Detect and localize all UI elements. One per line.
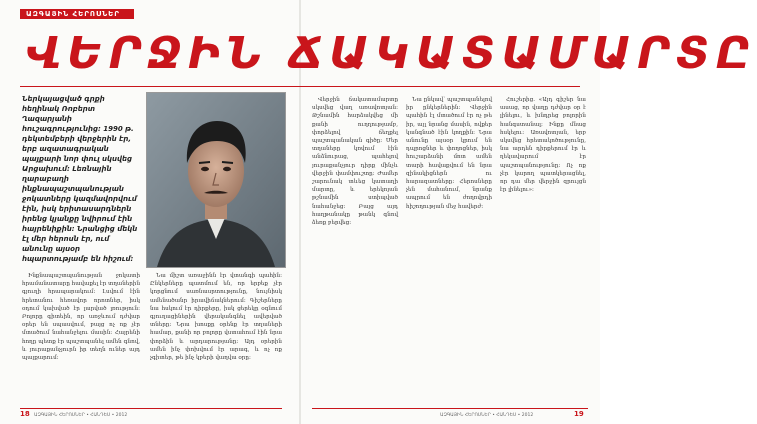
section-label: ԱԶԳԱՅԻՆ ՀԵՐՈՍՆԵՐ <box>26 10 120 18</box>
page-number-right: 19 <box>574 410 584 418</box>
footer-text-right: ԱԶԳԱՅԻՆ ՀԵՐՈՍՆԵՐ • ՀԱՆԴԵՍ • 2012 <box>440 413 534 418</box>
portrait-image <box>147 93 285 267</box>
footer-text-left: ԱԶԳԱՅԻՆ ՀԵՐՈՍՆԵՐ • ՀԱՆԴԵՍ • 2012 <box>34 413 128 418</box>
footer-rule-left <box>20 408 282 409</box>
lead-paragraph: Ներկայացված գրքի հեղինակ Ռոբերտ Ղազարյանի հուշագրությունից: 1990 թ. դեկտեմբերի վերջերին էր, երբ ազատագրական պայքարի նոր փուլ սկսվեց Արցախում: Լեռնային ղարաբաղի ինքնապաշտպանության ջոկատները կազմավորվում էին, իսկ երիտասարդներն իրենց կյանքը նվիրում էին հայրենիքին: Նրանցից մեկն էլ մեր հերոսն էր, ում անունը այսօր հպարտությամբ են հիշում: <box>22 95 138 263</box>
portrait-photo <box>146 92 286 268</box>
page-number-left: 18 <box>20 410 30 418</box>
text-column-2: Նա միշտ առաջինն էր վտանգի պահին: Ընկերները պատմում են, որ երբեք չէր կորցնում սառնասրտությունը, նույնիսկ ամենածանր իրավիճակներում: Գիշերները նա հսկում էր դիրքերը, իսկ ցերեկը օգնում գյուղացիներին վերականգնել ավերված տները: Նրա խոսքը օրենք էր տղաների համար, քանի որ բոլորը վստահում էին նրա փորձին և արդարությանը: Այդ օրերին ամեն ինչ փոխվում էր արագ, և ոչ ոք չգիտեր, թե ինչ կբերի վաղվա օրը: <box>150 273 282 362</box>
footer-rule-right <box>312 408 588 409</box>
article-headline: ՎԵՐՋԻՆ ՃԱԿԱՏԱՄԱՐՏԸ <box>26 28 757 79</box>
text-column-4: Նա ընկավ՝ պաշտպանելով իր ընկերներին: Վերջին պահին էլ մտածում էր ոչ թե իր, այլ նրանց մասին, ովքեր կանգնած էին կողքին: Նրա անունը այսօր կրում են դպրոցներ և փողոցներ, իսկ հուշարձանի մոտ ամեն տարի հավաքվում են նրա զինակիցներն ու հարազատները: Հերոսները չեն մահանում, նրանք ապրում են ժողովրդի հիշողության մեջ հավերժ: <box>406 97 492 210</box>
text-column-1: Ինքնապաշտպանության ջոկատի հրամանատարը հավաքել էր տղաներին գյուղի հրապարակում: Լսվում էին հրետանու հեռավոր որոտներ, իսկ օդում կախված էր լարված լռություն: Բոլորը գիտեին, որ առջևում դժվար օրեր են սպասվում, բայց ոչ ոք չէր մտածում նահանջելու մասին: Հայրենի հողը պետք էր պաշտպանել ամեն գնով, և յուրաքանչյուրն իր տեղն ուներ այդ պայքարում: <box>22 273 141 362</box>
headline-rule <box>20 86 580 87</box>
text-column-5: Հուշերից. «Այդ գիշեր նա ասաց, որ վաղը դժվար օր է լինելու, և խնդրեց բոլորին հանգստանալ: Ինքը մնաց հսկելու: Առավոտյան, երբ սկսվեց հրետակոծությունը, նա արդեն դիրքերում էր և ղեկավարում էր պաշտպանությունը: Ոչ ոք չէր կարող պատկերացնել, որ դա մեր վերջին զրույցն էր լինելու»: <box>500 97 586 194</box>
section-label-bar <box>20 9 134 19</box>
text-column-3: Վերջին ճակատամարտը սկսվեց վաղ առավոտյան: Թշնամին հարձակվեց մի քանի ուղղությամբ, փորձելով ճեղքել պաշտպանական գիծը: Մեր տղաները կռվում էին անձնուրաց, պահելով յուրաքանչյուր դիրք մինչև վերջին փամփուշտը: Ժամեր շարունակ տևեց կատաղի մարտը, և երեկոյան թշնամին ստիպված նահանջեց: Բայց այդ հաղթանակը թանկ գնով ձեռք բերվեց: <box>312 97 398 227</box>
